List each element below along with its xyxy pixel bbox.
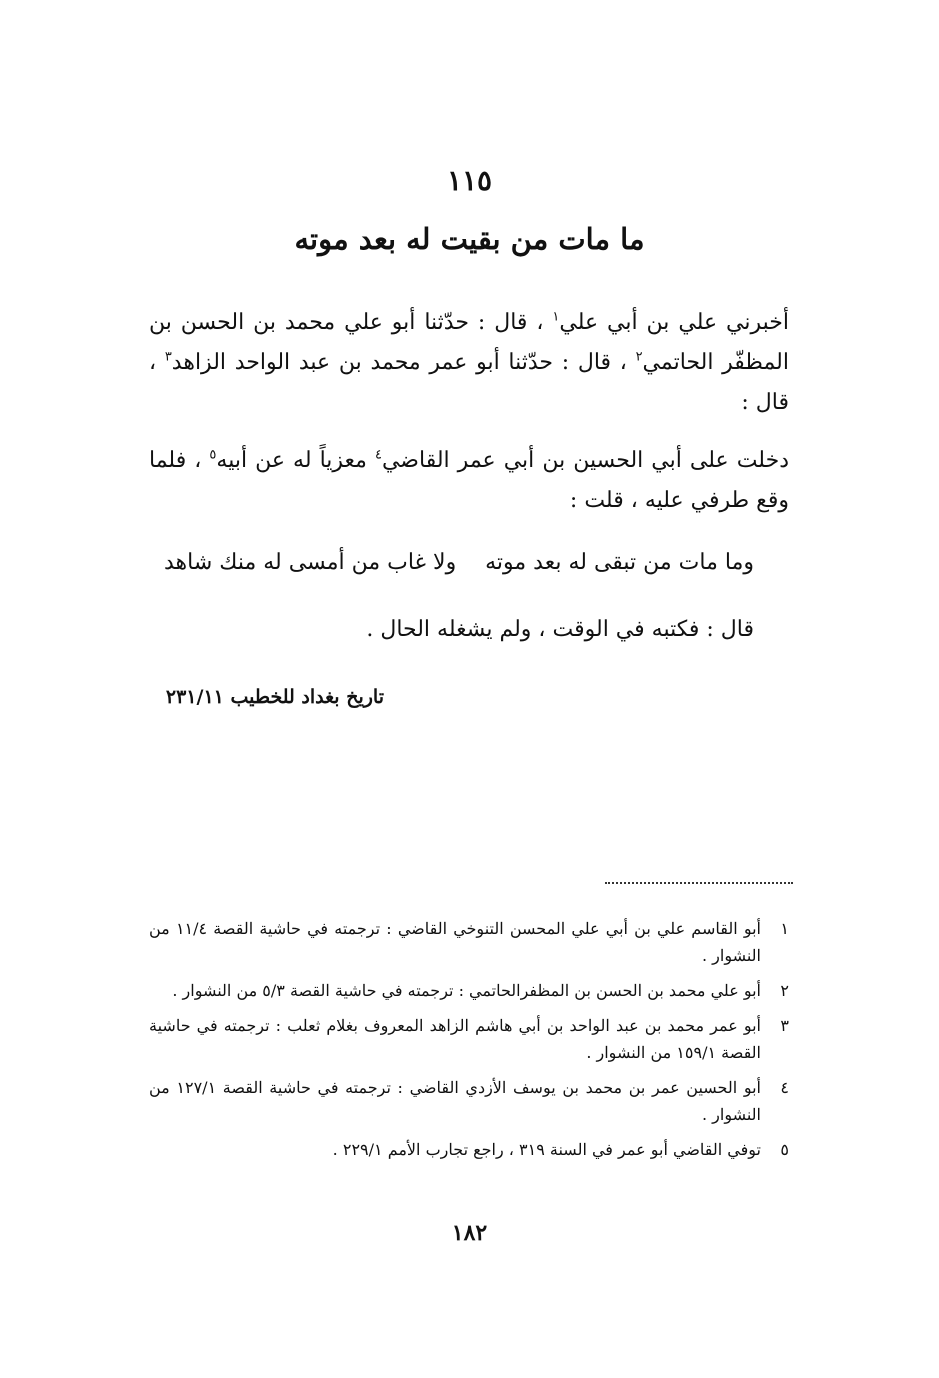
footnote-item xyxy=(149,1136,789,1163)
footnote-marker: ٥ xyxy=(209,447,217,463)
paragraph-text: دخلت على أبي الحسين بن أبي عمر القاضي xyxy=(381,448,789,473)
footnote-text: أبو علي محمد بن الحسن بن المظفرالحاتمي : ترجمته في حاشية القصة ٥/٣ من النشوار . xyxy=(172,981,761,1000)
footnote-item xyxy=(149,1074,789,1128)
footnote-item xyxy=(149,915,789,969)
footnote-text: أبو الحسين عمر بن محمد بن يوسف الأزدي القاضي : ترجمته في حاشية القصة ١٢٧/١ من النشوار . xyxy=(149,1078,761,1124)
page-number: ١٨٢ xyxy=(451,1220,488,1246)
paragraph-text: ، قال : حدّثنا أبو عمر محمد بن عبد الواحد الزاهد xyxy=(171,350,636,375)
paragraph-narration xyxy=(149,441,789,521)
paragraph-text: ، قال : حدّثنا أبو علي محمد بن الحسن بن المظفّر الحاتمي xyxy=(149,310,789,375)
story-number: ١١٥ xyxy=(446,164,493,197)
footnote-marker: ٣ xyxy=(164,349,172,365)
verse-second-hemistich: ولا غاب من أمسى له منك شاهد xyxy=(164,550,457,575)
paragraph-text: أخبرني علي بن أبي علي xyxy=(559,310,789,335)
footnote-text: توفي القاضي أبو عمر في السنة ٣١٩ ، راجع تجارب الأمم ٢٢٩/١ . xyxy=(332,1140,761,1159)
paragraph-isnad xyxy=(149,303,789,423)
footnote-number: ١ xyxy=(780,919,789,938)
footnote-text: أبو عمر محمد بن عبد الواحد بن أبي هاشم الزاهد المعروف بغلام ثعلب : ترجمته في حاشية القصة ١٥٩/١ من النشوار . xyxy=(149,1016,761,1062)
footnote-number: ٣ xyxy=(780,1016,789,1035)
footnote-number: ٤ xyxy=(780,1078,789,1097)
source-citation: تاريخ بغداد للخطيب ٢٣١/١١ xyxy=(165,686,384,708)
story-title: ما مات من بقيت له بعد موته xyxy=(294,222,645,256)
footnote-marker: ٤ xyxy=(374,447,382,463)
footnote-item xyxy=(149,977,789,1004)
paragraph-text: معزياً له عن أبيه xyxy=(216,448,375,473)
footnote-marker: ١ xyxy=(552,309,560,325)
paragraph-text: ، قال : xyxy=(149,350,789,415)
footnote-text: أبو القاسم علي بن أبي علي المحسن التنوخي القاضي : ترجمته في حاشية القصة ١١/٤ من النشوار . xyxy=(149,919,761,965)
footnote-number: ٥ xyxy=(780,1140,789,1159)
paragraph-text: ، فلما وقع طرفي عليه ، قلت : xyxy=(149,448,789,513)
poetry-verse xyxy=(164,550,754,594)
footnote-marker: ٢ xyxy=(635,349,643,365)
footnote-number: ٢ xyxy=(780,981,789,1000)
footnote-divider xyxy=(605,882,793,884)
footnote-item xyxy=(149,1012,789,1066)
footnotes-list xyxy=(149,915,789,1171)
closing-line: قال : فكتبه في الوقت ، ولم يشغله الحال . xyxy=(366,617,754,642)
verse-first-hemistich: وما مات من تبقى له بعد موته xyxy=(485,550,754,575)
